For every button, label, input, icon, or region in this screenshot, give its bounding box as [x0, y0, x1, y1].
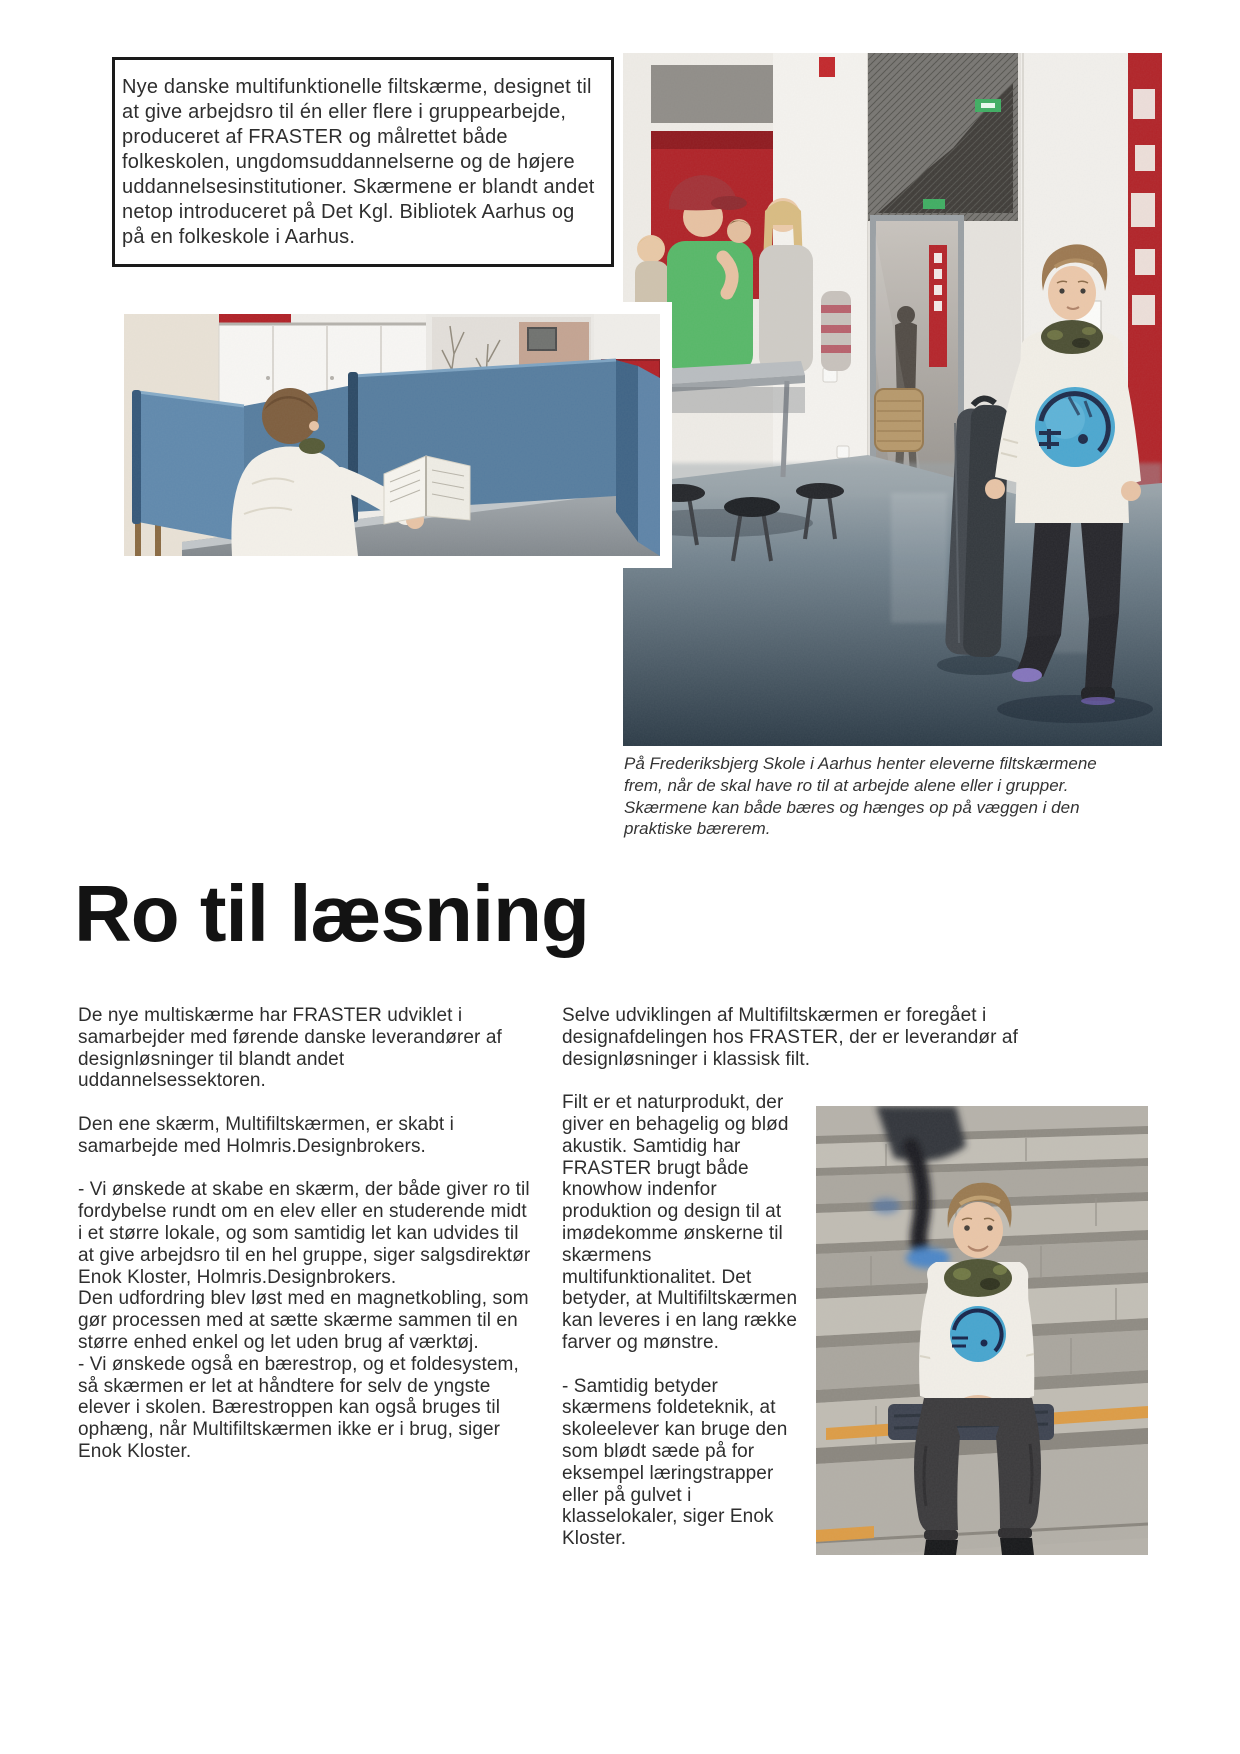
- paragraph: Den udfordring blev løst med en magnetkobling, som gør processen med at sætte skærme sammen til en større enhed enkel og let uden brug af værktøj.: [78, 1288, 529, 1353]
- photo-learning-stairs: [816, 1106, 1148, 1555]
- paragraph: - Samtidig betyder skærmens foldeteknik, at skoleelever kan bruge den som blødt sæde på for eksempel læringstrapper eller på gulvet i klasselokaler, siger Enok Kloster.: [562, 1375, 788, 1550]
- body-column-left: [78, 1005, 536, 1463]
- reading-desk-illustration: [124, 314, 660, 556]
- paragraph: Selve udviklingen af Multifiltskærmen er foregået i designafdelingen hos FRASTER, der er leverandør af designløsninger i klassisk filt.: [562, 1005, 1018, 1070]
- headline: Ro til læsning: [74, 869, 589, 958]
- paragraph: De nye multiskærme har FRASTER udviklet i samarbejder med førende danske leverandører af designløsninger til blandt andet uddannelsessektoren.: [78, 1005, 502, 1092]
- photo-reading-desk: [112, 302, 672, 568]
- intro-box: [112, 57, 614, 267]
- hallway-illustration: [623, 53, 1162, 746]
- stairs-illustration: [816, 1106, 1148, 1555]
- paragraph: Den ene skærm, Multifiltskærmen, er skabt i samarbejde med Holmris.Designbrokers.: [78, 1113, 454, 1157]
- photo-hallway: [623, 53, 1162, 746]
- paragraph: - Vi ønskede også en bærestrop, og et foldesystem, så skærmen er let at håndtere for selv de yngste elever i skolen. Bærestroppen kan også bruges til ophæng, når Multifiltskærmen ikke er i brug, siger Enok Kloster.: [78, 1353, 519, 1462]
- intro-text: Nye danske multifunktionelle filtskærme, designet til at give arbejdsro til én eller flere i gruppearbejde, produceret af FRASTER og målrettet både folkeskolen, ungdomsuddannelserne og de højere uddannelsesinstitutioner. Skærmene er blandt andet netop introduceret på Det Kgl. Bibliotek Aarhus og på en folkeskole i Aarhus.: [122, 76, 595, 248]
- paragraph: Filt er et naturprodukt, der giver en behagelig og blød akustik. Samtidig har FRASTER brugt både knowhow indenfor produktion og design til at imødekomme ønskerne til skærmens multifunktionalitet. Det betyder, at Multifiltskærmen kan leveres i en lang række farver og mønstre.: [562, 1092, 798, 1353]
- paragraph: - Vi ønskede at skabe en skærm, der både giver ro til fordybelse rundt om en elev eller en studerende midt i et større lokale, og som samtidig let kan udvides til at give arbejdsro til en hel gruppe, siger salgsdirektør Enok Kloster, Holmris.Designbrokers.: [78, 1179, 531, 1288]
- caption-text: På Frederiksbjerg Skole i Aarhus henter eleverne filtskærmene frem, når de skal have ro til at arbejde alene eller i grupper. Skærmene kan både bæres og hænges op på væggen i den praktiske bærerem.: [624, 754, 1097, 839]
- photo-caption: [624, 753, 1119, 840]
